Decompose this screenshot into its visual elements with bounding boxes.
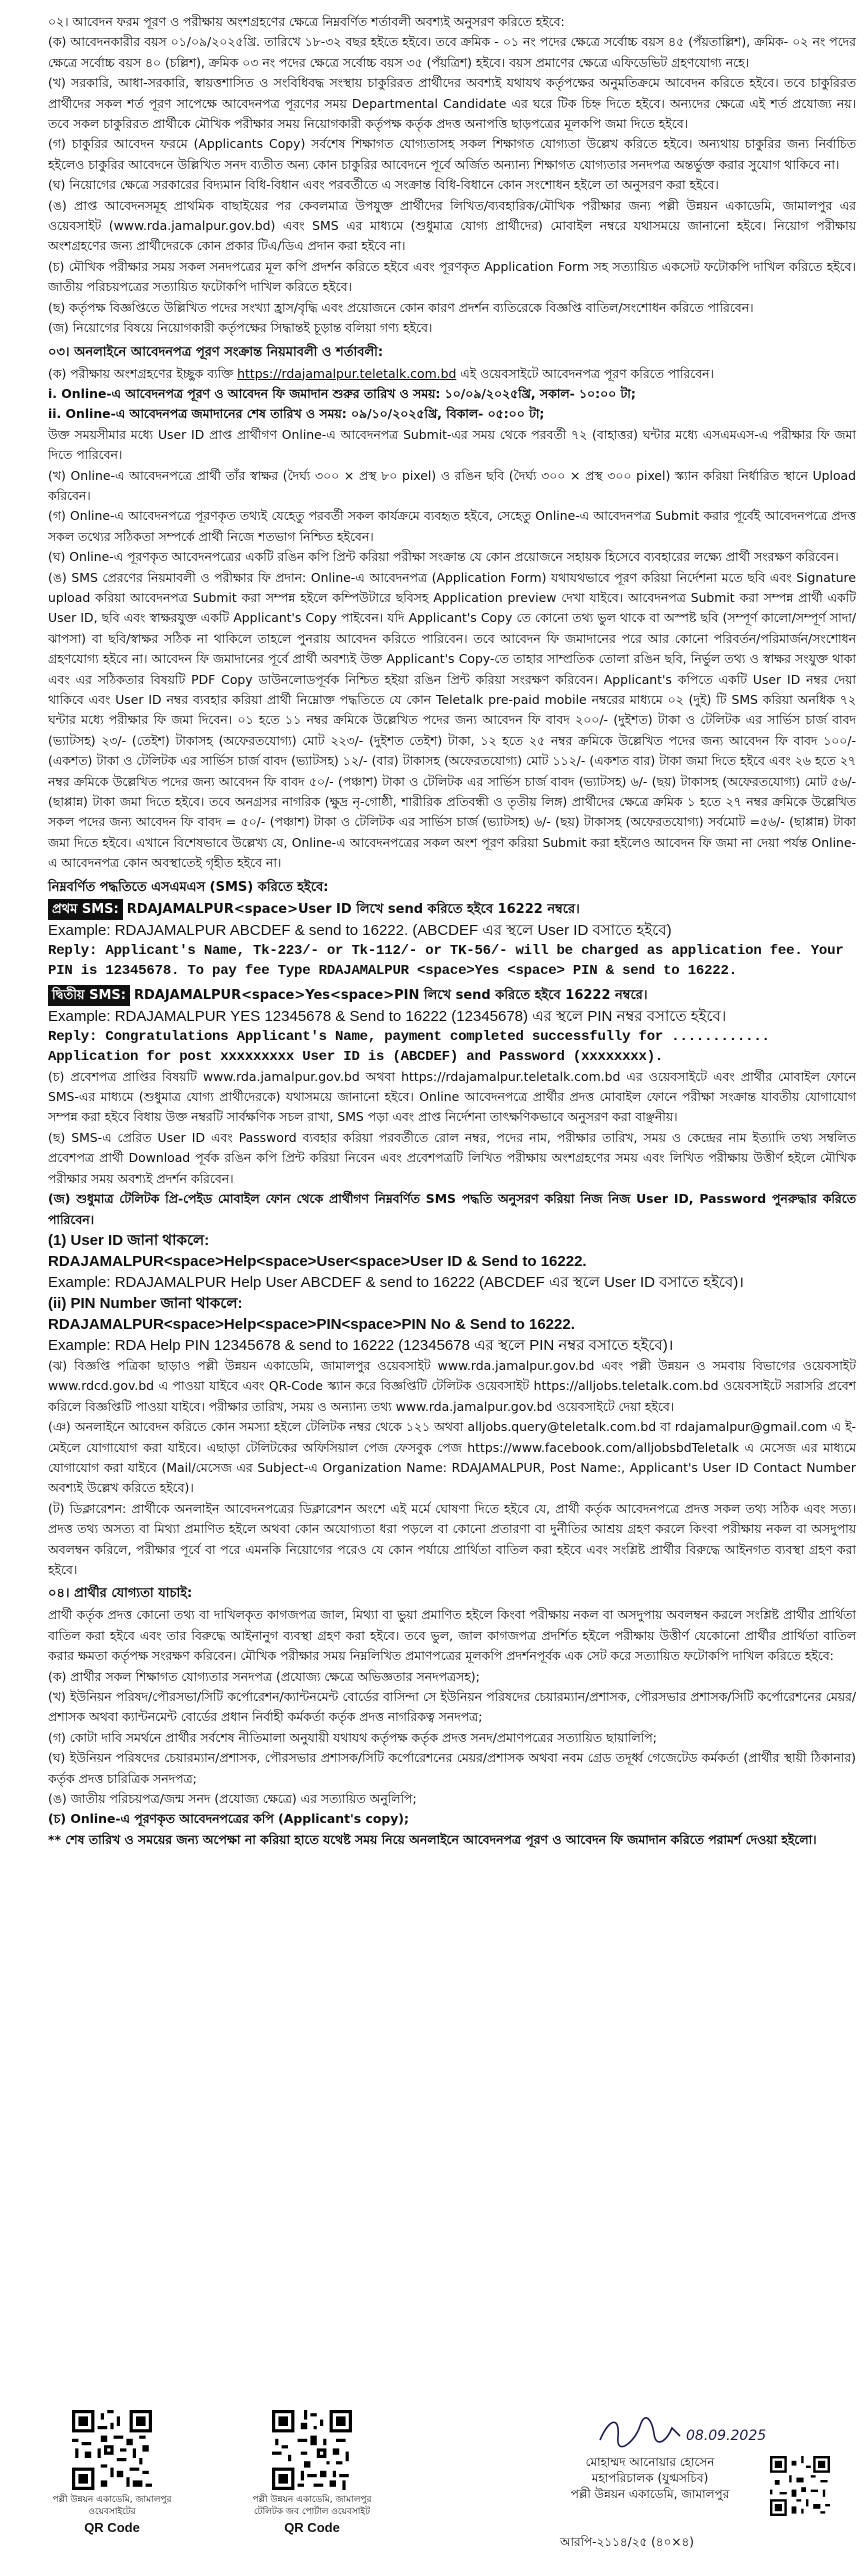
section-03-item: (ঝ) বিজ্ঞপ্তি পত্রিকা ছাড়াও পল্লী উন্নয়ন একাডেমি, জামালপুর ওয়েবসাইট www.rda.jamalpur.gov.bd এবং পল্লী উন্নয়ন ও সমবায় বিভাগের ওয়েবসাইট www.rdcd.gov.bd এ পাওয়া যাইবে এবং QR-Code স্ক্যান করে বিজ্ঞপ্তিটি টেলিটক ওয়েবসাইট https://alljobs.teletalk.com.bd ওয়েবসাইটে সরাসরি প্রবেশ করিলে বিজ্ঞপ্তিটি পাওয়া যাইবে। পরীক্ষার তারিখ, সময় ও অন্যান্য তথ্য www.rda.jamalpur.gov.bd ওয়েবসাইটে দেয়া হইবে।: [48, 1357, 856, 1414]
section-03-item-ka: [48, 364, 856, 384]
qr-code-website[interactable]: [72, 2410, 152, 2490]
section-02-item: (জ) নিয়োগের বিষয়ে নিয়োগকারী কর্তৃপক্ষের সিদ্ধান্তই চূড়ান্ত বলিয়া গণ্য হইবে।: [48, 320, 433, 336]
section-04-item: (খ) ইউনিয়ন পরিষদ/পৌরসভা/সিটি কর্পোরেশন/ক্যান্টনমেন্ট বোর্ডের বাসিন্দা সে ইউনিয়ন পরিষদের চেয়ারম্যান/প্রশাসক, পৌরসভার প্রশাসক/সিটি কর্পোরেশনের মেয়র/প্রশাসক অথবা ক্যান্টনমেন্ট বোর্ডের প্রধান নির্বাহী কর্মকর্তা কর্তৃক প্রদত্ত নাগরিকত্ব সনদপত্র;: [48, 1689, 856, 1725]
first-sms-format: RDAJAMALPUR<space>User ID লিখে send করিতে হইবে 16222 নম্বরে।: [126, 901, 580, 917]
second-sms-format: RDAJAMALPUR<space>Yes<space>PIN লিখে send করিতে হইবে 16222 নম্বরে।: [133, 987, 648, 1003]
userid-recovery-example: Example: RDAJAMALPUR Help User ABCDEF & send to 16222 (ABCDEF এর স্থলে User ID বসাতে হইবে)।: [48, 1273, 744, 1291]
item-ka-suffix: এই ওয়েবসাইটে আবেদনপত্র পূরণ করিতে পারিবেন।: [456, 365, 714, 381]
qr-website-caption: পল্লী উন্নয়ন একাডেমি, জামালপুর ওয়েবসাইটের: [52, 2495, 172, 2517]
section-03-item: (ছ) SMS-এ প্রেরিত User ID এবং Password ব্যবহার করিয়া পরবর্তীতে রোল নম্বর, পদের নাম, পরীক্ষার তারিখ, সময় ও কেন্দ্রের নাম ইত্যাদি তথ্য সম্বলিত প্রবেশপত্র প্রার্থী Download পূর্বক রঙিন কপি প্রিন্ট করিয়া নিবেন এবং প্রবেশপত্রটি লিখিত পরীক্ষায় অংশগ্রহণের সময় এবং লিখিত পরীক্ষায় উত্তীর্ণ হইলে মৌখিক পরীক্ষার সময় অবশ্যই প্রদর্শন করিবেন।: [48, 1129, 856, 1186]
section-02-item: (ঙ) প্রাপ্ত আবেদনসমূহ প্রাথমিক বাছাইয়ের পর কেবলমাত্র উপযুক্ত প্রার্থীদের লিখিত/ব্যবহারিক/মৌখিক পরীক্ষার জন্য পল্লী উন্নয়ন একাডেমি, জামালপুর এর ওয়েবসাইট (www.rda.jamalpur.gov.bd) এবং SMS এর মাধ্যমে (শুধুমাত্র যোগ্য প্রার্থীদের) মোবাইল নম্বরে যথাসময়ে জানানো হইবে। নিয়োগ পরীক্ষায় অংশগ্রহণের জন্য প্রার্থীদেরকে কোন প্রকার টিএ/ডিএ প্রদান করা হইবে না।: [48, 197, 856, 254]
section-02-item: (ছ) কর্তৃপক্ষ বিজ্ঞপ্তিতে উল্লিখিত পদের সংখ্যা হ্রাস/বৃদ্ধি এবং প্রয়োজনে কোন কারণ প্রদর্শন ব্যতিরেকে বিজ্ঞপ্তি বাতিল/সংশোধন করিতে পারিবেন।: [48, 299, 754, 315]
qr-code-icon: [72, 2410, 152, 2490]
section-02-item: (চ) মৌখিক পরীক্ষার সময় সকল সনদপত্রের মূল কপি প্রদর্শন করিতে হইবে এবং পূরণকৃত Application Form সহ সত্যায়িত একসেট ফটোকপি দাখিল করিতে হইবে। জাতীয় পরিচয়পত্রের সত্যায়িত ফটোকপি দাখিল করিতে হইবে।: [48, 258, 856, 295]
deadline-advice-note: ** শেষ তারিখ ও সময়ের জন্য অপেক্ষা না করিয়া হাতে যথেষ্ট সময় নিয়ে অনলাইনে আবেদনপত্র পূরণ ও আবেদন ফি জমাদান করিতে পরামর্শ দেওয়া হইলো।: [48, 1831, 817, 1847]
signature-date: 08.09.2025: [686, 2428, 767, 2444]
section-03-declaration: (ট) ডিক্লারেশন: প্রার্থীকে অনলাইন আবেদনপত্রের ডিক্লারেশন অংশে এই মর্মে ঘোষণা দিতে হইবে যে, প্রার্থী কর্তৃক আবেদনপত্রে প্রদত্ত সকল তথ্য সঠিক এবং সত্য। প্রদত্ত তথ্য অসত্য বা মিথ্যা প্রমাণিত হইলে অথবা কোন অযোগ্যতা ধরা পড়লে বা কোনো প্রতারণা বা দুর্নীতির আশ্রয় গ্রহণ করলে কিংবা পরীক্ষায় নকল বা অসদুপায় অবলম্বন করিলে, পরীক্ষার পূর্বে বা পরে এমনকি নিয়োগের পরেও যে কোন পর্যায়ে প্রার্থিতা বাতিল করা হইবে এবং সংশ্লিষ্ট প্রার্থীর বিরুদ্ধে আইনগত ব্যবস্থা গ্রহণ করা হইবে।: [48, 1500, 856, 1577]
circular-footer: [0, 2410, 865, 2560]
first-sms-label: প্রথম SMS:: [48, 899, 123, 920]
qr-website-label: QR Code: [84, 2520, 140, 2535]
section-03-item: (খ) Online-এ আবেদনপত্রে প্রার্থী তাঁর স্বাক্ষর (দৈর্ঘ্য ৩০০ × প্রস্থ ৮০ pixel) ও রঙিন ছবি (দৈর্ঘ্য ৩০০ × প্রস্থ ৩০০ pixel) স্ক্যান করিয়া নির্ধারিত স্থানে Upload করিবেন।: [48, 467, 856, 503]
section-04-heading: ০৪। প্রার্থীর যোগ্যতা যাচাই:: [48, 1586, 193, 1602]
signer-name: মোহাম্মদ আনোয়ার হোসেন: [585, 2455, 715, 2469]
first-sms-line: [48, 899, 856, 920]
userid-recovery-head: (1) User ID জানা থাকলে:: [48, 1231, 210, 1249]
sms-heading: নিম্নবর্ণিত পদ্ধতিতে এসএমএস (SMS) করিতে হইবে:: [48, 879, 329, 895]
item-ka-prefix: (ক) পরীক্ষায় অংশগ্রহণের ইচ্ছুক ব্যক্তি: [48, 365, 238, 381]
section-03-item: (চ) প্রবেশপত্র প্রাপ্তির বিষয়টি www.rda.jamalpur.gov.bd অথবা https://rdajamalpur.teletalk.com.bd এর ওয়েবসাইটে এবং প্রার্থীর মোবাইল ফোনে SMS-এর মাধ্যমে (শুধুমাত্র যোগ্য প্রার্থীদেরকে) যথাসময়ে জানানো হইবে। Online আবেদনপত্রে প্রার্থীর প্রদত্ত মোবাইল ফোনে পরীক্ষা সংক্রান্ত যাবতীয় যোগাযোগ সম্পন্ন করা হইবে বিধায় উক্ত নম্বরটি সার্বক্ষণিক সচল রাখা, SMS পড়া এবং প্রাপ্ত নির্দেশনা তাৎক্ষণিকভাবে অনুসরণ করা বাঞ্ছনীয়।: [48, 1068, 856, 1125]
second-sms-example: Example: RDAJAMALPUR YES 12345678 & Send to 16222 (12345678) এর স্থলে PIN নম্বর বসাতে হইবে।: [48, 1007, 727, 1025]
signature-block: [520, 2410, 780, 2530]
second-sms-line: [48, 985, 856, 1006]
second-sms-reply: Reply: Congratulations Applicant's Name, payment completed successfully for ............ Application for post xxxxxxxxx User ID is (ABCDEF) and Password (xxxxxxxx).: [48, 1028, 770, 1065]
section-04-item: (গ) কোটা দাবি সমর্থনে প্রার্থীর সর্বশেষ নীতিমালা অনুযায়ী যথাযথ কর্তৃপক্ষ কর্তৃক প্রদত্ত সনদ/প্রমাণপত্রের সত্যায়িত ছায়ালিপি;: [48, 1729, 657, 1745]
qr-code-icon: [272, 2410, 352, 2490]
pin-recovery-head: (ii) PIN Number জানা থাকলে:: [48, 1294, 243, 1312]
section-03-item: (জ) শুধুমাত্র টেলিটক প্রি-পেইড মোবাইল ফোন থেকে প্রার্থীগণ নিম্নবর্ণিত SMS পদ্ধতি অনুসরণ করিয়া নিজ নিজ User ID, Password পুনরুদ্ধার করিতে পারিবেন।: [48, 1191, 856, 1227]
signer-org: পল্লী উন্নয়ন একাডেমি, জামালপুর: [570, 2487, 730, 2501]
section-02-item: (গ) চাকুরির আবেদন ফরমে (Applicants Copy) সর্বশেষ শিক্ষাগত যোগ্যতাসহ সকল শিক্ষাগত যোগ্যতা উল্লেখ করিতে হইবে। অন্যথায় চাকুরির জন্য নির্বাচিত হইলেও চাকুরির আবেদনে উল্লিখিত সনদ ব্যতীত অন্য কোন চাকুরির আবেদনে পূর্বে অর্জিত অন্যান্য শিক্ষাগত যোগ্যতার সনদপত্র অন্তর্ভুক্ত করার সুযোগ থাকিবে না।: [48, 136, 856, 172]
online-note: উক্ত সময়সীমার মধ্যে User ID প্রাপ্ত প্রার্থীগণ Online-এ আবেদনপত্র Submit-এর সময় থেকে পরবর্তী ৭২ (বাহাত্তর) ঘন্টার মধ্যে এসএমএস-এ পরীক্ষার ফি জমা দিতে পারিবেন।: [48, 426, 856, 463]
section-03-heading: ০৩। অনলাইনে আবেদনপত্র পূরণ সংক্রান্ত নিয়মাবলী ও শর্তাবলী:: [48, 344, 384, 360]
circular-body: [48, 12, 856, 1850]
online-end-date: ii. Online-এ আবেদনপত্র জমাদানের শেষ তারিখ ও সময়: ০৯/১০/২০২৫খ্রি, বিকাল- ০৫:০০ টা;: [48, 406, 545, 422]
section-03-item: (গ) Online-এ আবেদনপত্রে পূরণকৃত তথ্যই যেহেতু পরবর্তী সকল কার্যক্রমে ব্যবহৃত হইবে, সেহেতু Online-এ আবেদনপত্র Submit করার পূর্বেই আবেদনপত্রে প্রদত্ত সকল তথ্যের সঠিকতা সম্পর্কে প্রার্থী নিজে শতভাগ নিশ্চিত হইবেন।: [48, 508, 856, 544]
section-02-item: (খ) সরকারি, আধা-সরকারি, স্বায়ত্তশাসিত ও সংবিধিবদ্ধ সংস্থায় চাকুরিরত প্রার্থীদের অবশ্যই যথাযথ কর্তৃপক্ষের অনুমতিক্রমে আবেদন করিতে হইবে। তবে চাকুরিরত প্রার্থীদের সকল শর্ত পূরণ সাপেক্ষে আবেদনপত্র পূরণের সময় Departmental Candidate এর ঘরে টিক চিহ্ন দিতে হইবে। অন্যদের ক্ষেত্রে এই শর্ত প্রযোজ্য নয়। তবে সকল চাকুরিরত প্রার্থীকে মৌখিক পরীক্ষার সময় নিয়োগকারী কর্তৃপক্ষ কর্তৃক প্রদত্ত অনাপত্তি ছাড়পত্রের মূলকপি জমা দিতে হইবে।: [48, 75, 856, 132]
section-02-item: (ক) আবেদনকারীর বয়স ০১/০৯/২০২৫খ্রি. তারিখে ১৮-৩২ বছর হইতে হইবে। তবে ক্রমিক - ০১ নং পদের ক্ষেত্রে সর্বোচ্চ বয়স ৪৫ (পঁয়তাল্লিশ), ক্রমিক- ০২ নং পদের ক্ষেত্রে সর্বোচ্চ বয়স ৪০ (চল্লিশ), ক্রমিক ০৩ নং পদের ক্ষেত্রে সর্বোচ্চ বয়স ৩৫ (পঁয়ত্রিশ) হইবে। বয়স প্রমাণের ক্ষেত্রে এফিডেভিট গ্রহণযোগ্য নহে।: [48, 34, 856, 70]
section-03-item: (ঞ) অনলাইনে আবেদন করিতে কোন সমস্যা হইলে টেলিটক নম্বর থেকে ১২১ অথবা alljobs.query@teletalk.com.bd বা rdajamalpur@gmail.com এ ই-মেইলে যোগাযোগ করা যাইবে। এছাড়া টেলিটকের অফিসিয়াল পেজ ফেসবুক পেজ https://www.facebook.com/alljobsbdTeletalk এ মেসেজ এর মাধ্যমে যোগাযোগ করা যাইবে (Mail/মেসেজ এর Subject-এ Organization Name: RDAJAMALPUR, Post Name:, Applicant's User ID Contact Number অবশ্যই উল্লেখ করিতে হইবে)।: [48, 1419, 856, 1496]
pin-recovery-format: RDAJAMALPUR<space>Help<space>PIN<space>PIN No & Send to 16222.: [48, 1315, 575, 1333]
teletalk-apply-link[interactable]: https://rdajamalpur.teletalk.com.bd: [237, 365, 457, 381]
section-04-body: প্রার্থী কর্তৃক প্রদত্ত কোনো তথ্য বা দাখিলকৃত কাগজপত্র জাল, মিথ্যা বা ভুয়া প্রমাণিত হইলে কিংবা পরীক্ষায় নকল বা অসদুপায় অবলম্বন করলে সংশ্লিষ্ট প্রার্থীর প্রার্থিতা বাতিল করা হইবে এবং তার বিরুদ্ধে আইনানুগ ব্যবস্থা গ্রহণ করা হইবে। তবে ভুল, জাল কাগজপত্র প্রদর্শিত হইলে পরীক্ষায় উত্তীর্ণ যেকোনো প্রার্থীর প্রার্থিতা বাতিল করার ক্ষমতা কর্তৃপক্ষ সংরক্ষণ করিবেন। মৌখিক পরীক্ষার সময় নিম্নলিখিত প্রমাণপত্রের মূলকপি প্রদর্শনপূর্বক এক সেট করে সত্যায়িত ফটোকপি দাখিল করিতে হইবে:: [48, 1607, 856, 1664]
section-04-item: (ঙ) জাতীয় পরিচয়পত্র/জন্ম সনদ (প্রযোজ্য ক্ষেত্রে) এর সত্যায়িত অনুলিপি;: [48, 1791, 417, 1807]
section-04-item: (চ) Online-এ পূরণকৃত আবেদনপত্রের কপি (Applicant's copy);: [48, 1811, 409, 1827]
section-04-item: (ঘ) ইউনিয়ন পরিষদের চেয়ারম্যান/প্রশাসক, পৌরসভার প্রশাসক/সিটি কর্পোরেশনের মেয়র/প্রশাসক অথবা নবম গ্রেড তদূর্ধ্ব গেজেটেড কর্মকর্তা (প্রার্থীর স্থায়ী ঠিকানার) কর্তৃক প্রদত্ত চারিত্রিক সনদপত্র;: [48, 1750, 856, 1786]
online-start-date: i. Online-এ আবেদনপত্র পূরণ ও আবেদন ফি জমাদান শুরুর তারিখ ও সময়: ১০/০৯/২০২৫খ্রি, সকাল- ১০:০০ টা;: [48, 385, 636, 401]
section-02-intro: ০২। আবেদন ফরম পূরণ ও পরীক্ষায় অংশগ্রহণের ক্ষেত্রে নিম্নবর্ণিত শর্তাবলী অবশ্যই অনুসরণ করিতে হইবে:: [48, 14, 565, 29]
section-02-item: (ঘ) নিয়োগের ক্ষেত্রে সরকারের বিদ্যমান বিধি-বিধান এবং পরবর্তীতে এ সংক্রান্ত বিধি-বিধানে কোন সংশোধন হইলে তা অনুসরণ করা হইবে।: [48, 177, 719, 193]
qr-code-icon: [770, 2456, 830, 2516]
qr-code-circular[interactable]: [770, 2456, 830, 2516]
qr-code-teletalk[interactable]: [272, 2410, 352, 2490]
reference-code: আরপি-২১১৪/২৫ (৪০×৪): [560, 2535, 694, 2549]
pin-recovery-example: Example: RDA Help PIN 12345678 & send to 16222 (12345678 এর স্থলে PIN নম্বর বসাতে হইবে)।: [48, 1336, 674, 1354]
userid-recovery-format: RDAJAMALPUR<space>Help<space>User<space>User ID & Send to 16222.: [48, 1252, 587, 1270]
qr-teletalk-caption: পল্লী উন্নয়ন একাডেমি, জামালপুর টেলিটক জব পোর্টাল ওয়েবসাইট: [252, 2495, 372, 2517]
first-sms-reply: Reply: Applicant's Name, Tk-223/- or Tk-112/- or TK-56/- will be charged as application fee. Your PIN is 12345678. To pay fee Type RDAJAMALPUR <space>Yes <space> PIN & send to 16222.: [48, 942, 844, 979]
section-03-item: (ঘ) Online-এ পূরণকৃত আবেদনপত্রের একটি রঙিন কপি প্রিন্ট করিয়া পরীক্ষা সংক্রান্ত যে কোন প্রয়োজনে সহায়ক হিসেবে ব্যবহারের লক্ষ্যে প্রার্থী সংরক্ষণ করিবেন।: [48, 549, 839, 565]
second-sms-label: দ্বিতীয় SMS:: [48, 985, 130, 1006]
section-03-item-sms-fee: (ঙ) SMS প্রেরণের নিয়মাবলী ও পরীক্ষার ফি প্রদান: Online-এ আবেদনপত্র (Application Form) যথাযথভাবে পূরণ করিয়া নির্দেশনা মতে ছবি এবং Signature upload করিয়া আবেদনপত্র Submit করা সম্পন্ন হইলে কম্পিউটারে ছবিসহ Application preview দেখা যাইবে। আবেদনপত্র Submit করা সম্পন্ন প্রার্থী একটি User ID, ছবি এবং স্বাক্ষরযুক্ত একটি Applicant's Copy পাইবেন। যদি Applicant's Copy তে কোনো তথ্য ভুল থাকে বা অস্পষ্ট ছবি (সম্পূর্ণ কালো/সম্পূর্ণ সাদা/ঝাপসা) বা ছবি/স্বাক্ষর সঠিক না থাকিলে তাহলে পুনরায় আবেদন করিতে পারিবেন। তবে আবেদন ফি জমাদানের পরে আর কোনো পরিবর্তন/পরিমার্জন/সংশোধন গ্রহণযোগ্য হইবে না। আবেদন ফি জমাদানের পূর্বে প্রার্থী অবশ্যই উক্ত Applicant's Copy-তে তাহার সাম্প্রতিক তোলা রঙিন ছবি, নির্ভুল তথ্য ও স্বাক্ষর সংযুক্ত থাকা এবং এর সঠিকতার বিষয়টি PDF Copy ডাউনলোডপূর্বক নিশ্চিত হইয়া রঙিন প্রিন্ট করিয়া সংরক্ষণ করিবেন। Applicant's কপিতে একটি User ID নম্বর দেয়া থাকিবে এবং User ID নম্বর ব্যবহার করিয়া প্রার্থী নিম্নোক্ত পদ্ধতিতে যে কোন Teletalk pre-paid mobile নম্বরের মাধ্যমে ০২ (দুই) টি SMS করিয়া অনধিক ৭২ ঘন্টার মধ্যে পরীক্ষার ফি জমা দিবেন। ০১ হতে ১১ নম্বর ক্রমিকে উল্লেখিত পদের জন্য আবেদন ফি বাবদ ২০০/- (দুইশত) টাকা ও টেলিটক এর সার্ভিস চার্জ বাবদ (ভ্যাটসহ) ২৩/- (তেইশ) টাকাসহ (অফেরতযোগ্য) মোট ২২৩/- (দুইশত তেইশ) টাকা, ১২ হতে ২৫ নম্বর ক্রমিকে উল্লেখিত পদের জন্য আবেদন ফি বাবদ ১০০/- (একশত) টাকা ও টেলিটক এর সার্ভিস চার্জ বাবদ (ভ্যাটসহ) ১২/- (বার) টাকাসহ (অফেরতযোগ্য) মোট ১১২/- (একশত বার) টাকা জমা দিতে হইবে এবং ২৬ হতে ২৭ নম্বর ক্রমিকে উল্লেখিত পদের জন্য আবেদন ফি বাবদ ৫০/- (পঞ্চাশ) টাকা ও টেলিটক এর সার্ভিস চার্জ বাবদ (ভ্যাটসহ) ৬/- (ছয়) টাকাসহ (অফেরতযোগ্য) মোট ৫৬/- (ছাপ্পান্ন) টাকা জমা দিতে হইবে। তবে অনগ্রসর নাগরিক (ক্ষুদ্র নৃ-গোষ্ঠী, শারীরিক প্রতিবন্ধী ও তৃতীয় লিঙ্গ) প্রার্থীদের ক্ষেত্রে ক্রমিক ১ হতে ২৭ নম্বর ক্রমিকে উল্লেখিত সকল পদের জন্য আবেদন ফি বাবদ = ৫০/- (পঞ্চাশ) টাকা ও টেলিটক এর সার্ভিস চার্জ (ভ্যাটসহ) ৬/- (ছয়) টাকাসহ (অফেরতযোগ্য) সর্বমোট =৫৬/- (ছাপ্পান্ন) টাকা জমা দিতে হইবে। এখানে বিশেষভাবে উল্লেখ্য যে, Online-এ আবেদনপত্রের সকল অংশ পূরণ করিয়া Submit করা হইলেও আবেদন ফি জমা না দেয়া পর্যন্ত Online-এ আবেদনপত্র কোন অবস্থাতেই গৃহীত হইবে না।: [48, 569, 856, 871]
first-sms-example: Example: RDAJAMALPUR ABCDEF & send to 16222. (ABCDEF এর স্থলে User ID বসাতে হইবে): [48, 921, 672, 939]
section-04-item: (ক) প্রার্থীর সকল শিক্ষাগত যোগ্যতার সনদপত্র (প্রযোজ্য ক্ষেত্রে অভিজ্ঞতার সনদপত্রসহ);: [48, 1668, 480, 1684]
signer-title: মহাপরিচালক (যুগ্মসচিব): [591, 2471, 709, 2485]
handwritten-signature: [590, 2412, 790, 2452]
qr-teletalk-label: QR Code: [284, 2520, 340, 2535]
